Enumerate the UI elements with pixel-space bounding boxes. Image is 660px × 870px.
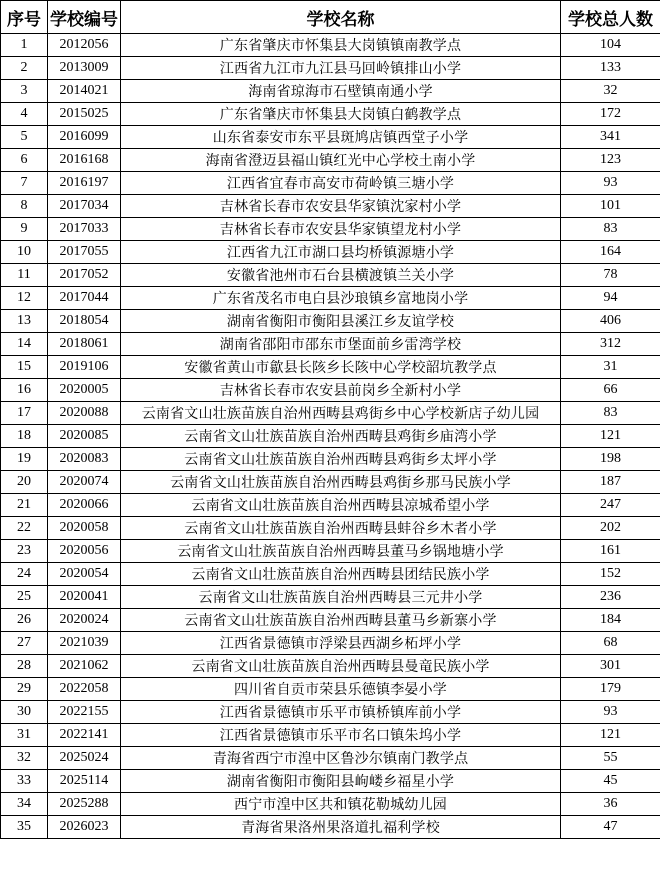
school-name-cell: 云南省文山壮族苗族自治州西畴县鸡街乡那马民族小学 bbox=[121, 471, 561, 494]
school-name-cell: 江西省宜春市高安市荷岭镇三塘小学 bbox=[121, 172, 561, 195]
row-index-cell: 14 bbox=[1, 333, 48, 356]
table-body bbox=[1, 34, 660, 839]
row-index-cell: 31 bbox=[1, 724, 48, 747]
table-row bbox=[1, 655, 660, 678]
school-code-cell: 2018054 bbox=[48, 310, 121, 333]
table-row bbox=[1, 34, 660, 57]
student-count-cell: 36 bbox=[561, 793, 660, 816]
table-row bbox=[1, 241, 660, 264]
row-index-cell: 29 bbox=[1, 678, 48, 701]
table-row bbox=[1, 701, 660, 724]
school-code-cell: 2020088 bbox=[48, 402, 121, 425]
student-count-cell: 133 bbox=[561, 57, 660, 80]
student-count-cell: 47 bbox=[561, 816, 660, 839]
school-name-cell: 云南省文山壮族苗族自治州西畴县曼竜民族小学 bbox=[121, 655, 561, 678]
school-name-cell: 湖南省邵阳市邵东市堡面前乡雷湾学校 bbox=[121, 333, 561, 356]
student-count-cell: 93 bbox=[561, 701, 660, 724]
table-row bbox=[1, 310, 660, 333]
student-count-cell: 83 bbox=[561, 218, 660, 241]
school-name-cell: 江西省景德镇市浮梁县西湖乡柘坪小学 bbox=[121, 632, 561, 655]
row-index-cell: 5 bbox=[1, 126, 48, 149]
school-code-cell: 2026023 bbox=[48, 816, 121, 839]
student-count-cell: 184 bbox=[561, 609, 660, 632]
header-index: 序号 bbox=[1, 1, 48, 34]
table-row bbox=[1, 586, 660, 609]
school-name-cell: 江西省九江市湖口县均桥镇源塘小学 bbox=[121, 241, 561, 264]
student-count-cell: 247 bbox=[561, 494, 660, 517]
row-index-cell: 27 bbox=[1, 632, 48, 655]
table-row bbox=[1, 195, 660, 218]
school-code-cell: 2025024 bbox=[48, 747, 121, 770]
student-count-cell: 187 bbox=[561, 471, 660, 494]
row-index-cell: 25 bbox=[1, 586, 48, 609]
school-code-cell: 2020066 bbox=[48, 494, 121, 517]
student-count-cell: 152 bbox=[561, 563, 660, 586]
row-index-cell: 13 bbox=[1, 310, 48, 333]
table-row bbox=[1, 793, 660, 816]
student-count-cell: 161 bbox=[561, 540, 660, 563]
school-code-cell: 2020041 bbox=[48, 586, 121, 609]
row-index-cell: 24 bbox=[1, 563, 48, 586]
row-index-cell: 19 bbox=[1, 448, 48, 471]
table-row bbox=[1, 724, 660, 747]
school-name-cell: 吉林省长春市农安县华家镇望龙村小学 bbox=[121, 218, 561, 241]
row-index-cell: 15 bbox=[1, 356, 48, 379]
school-name-cell: 广东省肇庆市怀集县大岗镇白鹤教学点 bbox=[121, 103, 561, 126]
row-index-cell: 26 bbox=[1, 609, 48, 632]
student-count-cell: 121 bbox=[561, 724, 660, 747]
table-row bbox=[1, 356, 660, 379]
table-row bbox=[1, 333, 660, 356]
student-count-cell: 198 bbox=[561, 448, 660, 471]
table-row bbox=[1, 80, 660, 103]
table-header-row bbox=[1, 1, 660, 34]
table-row bbox=[1, 149, 660, 172]
student-count-cell: 123 bbox=[561, 149, 660, 172]
school-name-cell: 广东省茂名市电白县沙琅镇乡富地岗小学 bbox=[121, 287, 561, 310]
school-name-cell: 湖南省衡阳市衡阳县岣嵝乡福星小学 bbox=[121, 770, 561, 793]
school-name-cell: 湖南省衡阳市衡阳县溪江乡友谊学校 bbox=[121, 310, 561, 333]
table-row bbox=[1, 471, 660, 494]
student-count-cell: 101 bbox=[561, 195, 660, 218]
school-name-cell: 青海省果洛州果洛道扎福利学校 bbox=[121, 816, 561, 839]
school-code-cell: 2020056 bbox=[48, 540, 121, 563]
row-index-cell: 35 bbox=[1, 816, 48, 839]
school-code-cell: 2025288 bbox=[48, 793, 121, 816]
row-index-cell: 34 bbox=[1, 793, 48, 816]
row-index-cell: 6 bbox=[1, 149, 48, 172]
school-code-cell: 2022058 bbox=[48, 678, 121, 701]
school-code-cell: 2020054 bbox=[48, 563, 121, 586]
row-index-cell: 17 bbox=[1, 402, 48, 425]
row-index-cell: 2 bbox=[1, 57, 48, 80]
table-row bbox=[1, 264, 660, 287]
school-code-cell: 2017034 bbox=[48, 195, 121, 218]
school-code-cell: 2017044 bbox=[48, 287, 121, 310]
school-name-cell: 云南省文山壮族苗族自治州西畴县鸡街乡庙湾小学 bbox=[121, 425, 561, 448]
header-school-name: 学校名称 bbox=[121, 1, 561, 34]
table-row bbox=[1, 816, 660, 839]
student-count-cell: 236 bbox=[561, 586, 660, 609]
school-name-cell: 云南省文山壮族苗族自治州西畴县董马乡锅地塘小学 bbox=[121, 540, 561, 563]
school-name-cell: 江西省景德镇市乐平市名口镇朱坞小学 bbox=[121, 724, 561, 747]
school-name-cell: 四川省自贡市荣县乐德镇李晏小学 bbox=[121, 678, 561, 701]
school-name-cell: 云南省文山壮族苗族自治州西畴县团结民族小学 bbox=[121, 563, 561, 586]
row-index-cell: 20 bbox=[1, 471, 48, 494]
student-count-cell: 68 bbox=[561, 632, 660, 655]
school-name-cell: 吉林省长春市农安县前岗乡全新村小学 bbox=[121, 379, 561, 402]
row-index-cell: 18 bbox=[1, 425, 48, 448]
school-code-cell: 2016099 bbox=[48, 126, 121, 149]
table-row bbox=[1, 379, 660, 402]
student-count-cell: 121 bbox=[561, 425, 660, 448]
school-name-cell: 海南省琼海市石壁镇南通小学 bbox=[121, 80, 561, 103]
student-count-cell: 179 bbox=[561, 678, 660, 701]
table-row bbox=[1, 540, 660, 563]
student-count-cell: 172 bbox=[561, 103, 660, 126]
school-code-cell: 2017033 bbox=[48, 218, 121, 241]
school-code-cell: 2017055 bbox=[48, 241, 121, 264]
table-row bbox=[1, 770, 660, 793]
student-count-cell: 312 bbox=[561, 333, 660, 356]
school-code-cell: 2020058 bbox=[48, 517, 121, 540]
school-name-cell: 云南省文山壮族苗族自治州西畴县鸡街乡中心学校新店子幼儿园 bbox=[121, 402, 561, 425]
table-row bbox=[1, 632, 660, 655]
student-count-cell: 164 bbox=[561, 241, 660, 264]
school-name-cell: 云南省文山壮族苗族自治州西畴县凉城希望小学 bbox=[121, 494, 561, 517]
student-count-cell: 32 bbox=[561, 80, 660, 103]
school-name-cell: 安徽省黄山市歙县长陔乡长陔中心学校韶坑教学点 bbox=[121, 356, 561, 379]
school-code-cell: 2020005 bbox=[48, 379, 121, 402]
table-row bbox=[1, 747, 660, 770]
table-row bbox=[1, 287, 660, 310]
school-code-cell: 2021039 bbox=[48, 632, 121, 655]
school-name-cell: 云南省文山壮族苗族自治州西畴县董马乡新寨小学 bbox=[121, 609, 561, 632]
student-count-cell: 301 bbox=[561, 655, 660, 678]
student-count-cell: 341 bbox=[561, 126, 660, 149]
table-row bbox=[1, 494, 660, 517]
table-row bbox=[1, 57, 660, 80]
table-row bbox=[1, 517, 660, 540]
table-row bbox=[1, 448, 660, 471]
student-count-cell: 406 bbox=[561, 310, 660, 333]
header-school-code: 学校编号 bbox=[48, 1, 121, 34]
table-row bbox=[1, 103, 660, 126]
student-count-cell: 31 bbox=[561, 356, 660, 379]
student-count-cell: 104 bbox=[561, 34, 660, 57]
row-index-cell: 21 bbox=[1, 494, 48, 517]
school-code-cell: 2016197 bbox=[48, 172, 121, 195]
header-student-count: 学校总人数 bbox=[561, 1, 660, 34]
row-index-cell: 32 bbox=[1, 747, 48, 770]
school-code-cell: 2021062 bbox=[48, 655, 121, 678]
table-row bbox=[1, 678, 660, 701]
school-name-cell: 西宁市湟中区共和镇花勒城幼儿园 bbox=[121, 793, 561, 816]
row-index-cell: 33 bbox=[1, 770, 48, 793]
table-row bbox=[1, 609, 660, 632]
table-row bbox=[1, 402, 660, 425]
row-index-cell: 7 bbox=[1, 172, 48, 195]
school-code-cell: 2013009 bbox=[48, 57, 121, 80]
row-index-cell: 16 bbox=[1, 379, 48, 402]
school-code-cell: 2020074 bbox=[48, 471, 121, 494]
school-name-cell: 安徽省池州市石台县横渡镇兰关小学 bbox=[121, 264, 561, 287]
school-code-cell: 2019106 bbox=[48, 356, 121, 379]
row-index-cell: 12 bbox=[1, 287, 48, 310]
student-count-cell: 202 bbox=[561, 517, 660, 540]
table-row bbox=[1, 563, 660, 586]
row-index-cell: 22 bbox=[1, 517, 48, 540]
student-count-cell: 83 bbox=[561, 402, 660, 425]
student-count-cell: 94 bbox=[561, 287, 660, 310]
student-count-cell: 55 bbox=[561, 747, 660, 770]
school-name-cell: 吉林省长春市农安县华家镇沈家村小学 bbox=[121, 195, 561, 218]
school-code-cell: 2014021 bbox=[48, 80, 121, 103]
school-name-cell: 山东省泰安市东平县斑鸠店镇西堂子小学 bbox=[121, 126, 561, 149]
school-code-cell: 2018061 bbox=[48, 333, 121, 356]
row-index-cell: 8 bbox=[1, 195, 48, 218]
row-index-cell: 10 bbox=[1, 241, 48, 264]
school-name-cell: 海南省澄迈县福山镇红光中心学校土南小学 bbox=[121, 149, 561, 172]
school-code-cell: 2020024 bbox=[48, 609, 121, 632]
row-index-cell: 23 bbox=[1, 540, 48, 563]
table-row bbox=[1, 425, 660, 448]
row-index-cell: 1 bbox=[1, 34, 48, 57]
table-row bbox=[1, 172, 660, 195]
row-index-cell: 28 bbox=[1, 655, 48, 678]
row-index-cell: 4 bbox=[1, 103, 48, 126]
student-count-cell: 78 bbox=[561, 264, 660, 287]
school-name-cell: 云南省文山壮族苗族自治州西畴县鸡街乡太坪小学 bbox=[121, 448, 561, 471]
school-code-cell: 2015025 bbox=[48, 103, 121, 126]
row-index-cell: 30 bbox=[1, 701, 48, 724]
school-code-cell: 2017052 bbox=[48, 264, 121, 287]
school-name-cell: 云南省文山壮族苗族自治州西畴县蚌谷乡木者小学 bbox=[121, 517, 561, 540]
school-code-cell: 2020085 bbox=[48, 425, 121, 448]
student-count-cell: 45 bbox=[561, 770, 660, 793]
student-count-cell: 66 bbox=[561, 379, 660, 402]
row-index-cell: 3 bbox=[1, 80, 48, 103]
school-code-cell: 2022155 bbox=[48, 701, 121, 724]
school-code-cell: 2016168 bbox=[48, 149, 121, 172]
school-name-cell: 江西省景德镇市乐平市镇桥镇库前小学 bbox=[121, 701, 561, 724]
school-name-cell: 云南省文山壮族苗族自治州西畴县三元井小学 bbox=[121, 586, 561, 609]
table-row bbox=[1, 126, 660, 149]
school-code-cell: 2012056 bbox=[48, 34, 121, 57]
school-code-cell: 2025114 bbox=[48, 770, 121, 793]
school-code-cell: 2020083 bbox=[48, 448, 121, 471]
row-index-cell: 11 bbox=[1, 264, 48, 287]
school-code-cell: 2022141 bbox=[48, 724, 121, 747]
row-index-cell: 9 bbox=[1, 218, 48, 241]
school-name-cell: 江西省九江市九江县马回岭镇排山小学 bbox=[121, 57, 561, 80]
table-row bbox=[1, 218, 660, 241]
school-name-cell: 广东省肇庆市怀集县大岗镇镇南教学点 bbox=[121, 34, 561, 57]
school-name-cell: 青海省西宁市湟中区鲁沙尔镇南门教学点 bbox=[121, 747, 561, 770]
student-count-cell: 93 bbox=[561, 172, 660, 195]
